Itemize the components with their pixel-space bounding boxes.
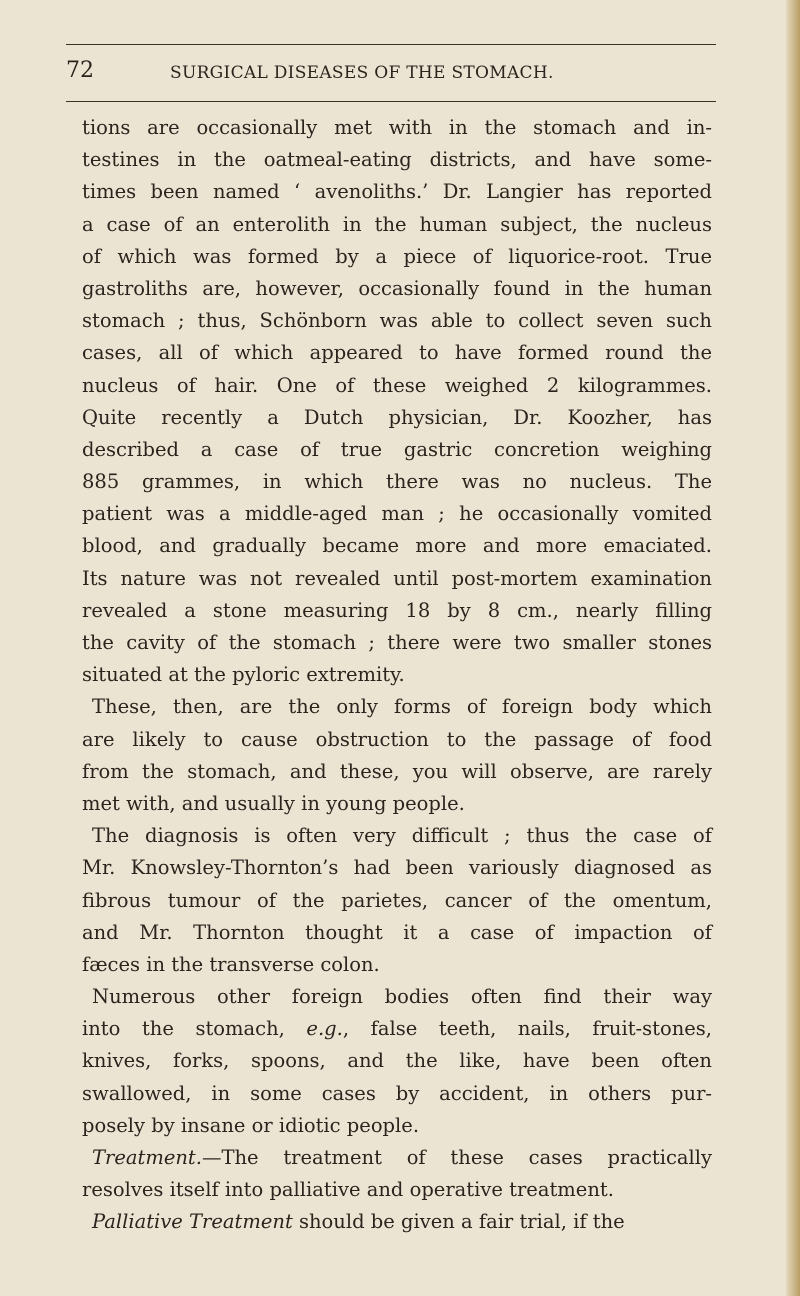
text-line: a case of an enterolith in the human subject, the nucleus — [82, 212, 712, 236]
text-line: met with, and usually in young people. — [82, 791, 465, 815]
text-line: of which was formed by a piece of liquorice-root. True — [82, 244, 712, 268]
text-line: Numerous other foreign bodies often find their way — [92, 985, 712, 1009]
header-rule-top — [66, 44, 716, 45]
italic-phrase: e.g. — [306, 1017, 343, 1041]
text-line: fibrous tumour of the parietes, cancer of the omentum, — [82, 888, 712, 912]
text-line: nucleus of hair. One of these weighed 2 kilogrammes. — [82, 373, 712, 397]
text-line: These, then, are the only forms of foreign body which — [92, 695, 712, 719]
text-line: Quite recently a Dutch physician, Dr. Koozher, has — [82, 405, 712, 429]
text-line: testines in the oatmeal-eating districts, and have some- — [82, 148, 712, 172]
text-line: cases, all of which appeared to have formed round the — [82, 341, 712, 365]
header-rule-bottom — [66, 101, 716, 102]
text-line: resolves itself into palliative and operative treatment. — [82, 1178, 614, 1202]
text-line: and Mr. Thornton thought it a case of impaction of — [82, 920, 712, 944]
text-line: blood, and gradually became more and more emaciated. — [82, 534, 712, 558]
running-title: SURGICAL DISEASES OF THE STOMACH. — [170, 63, 554, 83]
text-line: situated at the pyloric extremity. — [82, 663, 405, 687]
text-line: patient was a middle-aged man ; he occasionally vomited — [82, 502, 712, 526]
text-line: stomach ; thus, Schönborn was able to collect seven such — [82, 309, 712, 333]
text-line: swallowed, in some cases by accident, in others pur- — [82, 1081, 712, 1105]
text-line: from the stomach, and these, you will observe, are rarely — [82, 759, 712, 783]
text-line: tions are occasionally met with in the stomach and in- — [82, 116, 712, 139]
running-head — [66, 56, 716, 90]
text-line: knives, forks, spoons, and the like, have been often — [82, 1049, 712, 1073]
page-edge-shadow — [786, 0, 800, 1296]
text-line: into the stomach, e.g., false teeth, nails, fruit-stones, — [82, 1017, 713, 1041]
text-line: are likely to cause obstruction to the passage of food — [82, 727, 712, 751]
body-text — [82, 112, 712, 1239]
text-line: posely by insane or idiotic people. — [82, 1113, 420, 1137]
page-number: 72 — [66, 58, 94, 83]
text-line: revealed a stone measuring 18 by 8 cm., nearly filling — [82, 598, 712, 622]
text-line: Mr. Knowsley-Thornton’s had been variously diagnosed as — [82, 856, 712, 880]
italic-phrase: Palliative Treatment — [92, 1210, 293, 1234]
text-line: described a case of true gastric concretion weighing — [82, 437, 712, 461]
italic-phrase: Treatment. — [92, 1146, 202, 1169]
text-line: gastroliths are, however, occasionally found in the human — [82, 276, 712, 300]
text-line: Its nature was not revealed until post-mortem examination — [82, 566, 712, 590]
text-line: Treatment.—The treatment of these cases practically — [92, 1146, 712, 1169]
text-line: Palliative Treatment should be given a fair trial, if the — [92, 1210, 625, 1234]
text-line: 885 grammes, in which there was no nucleus. The — [82, 470, 712, 494]
text-line: The diagnosis is often very difficult ; thus the case of — [92, 824, 712, 848]
text-line: the cavity of the stomach ; there were two smaller stones — [82, 631, 712, 654]
text-line: times been named ‘ avenoliths.’ Dr. Langier has reported — [82, 180, 712, 204]
text-line: fæces in the transverse colon. — [82, 952, 380, 976]
